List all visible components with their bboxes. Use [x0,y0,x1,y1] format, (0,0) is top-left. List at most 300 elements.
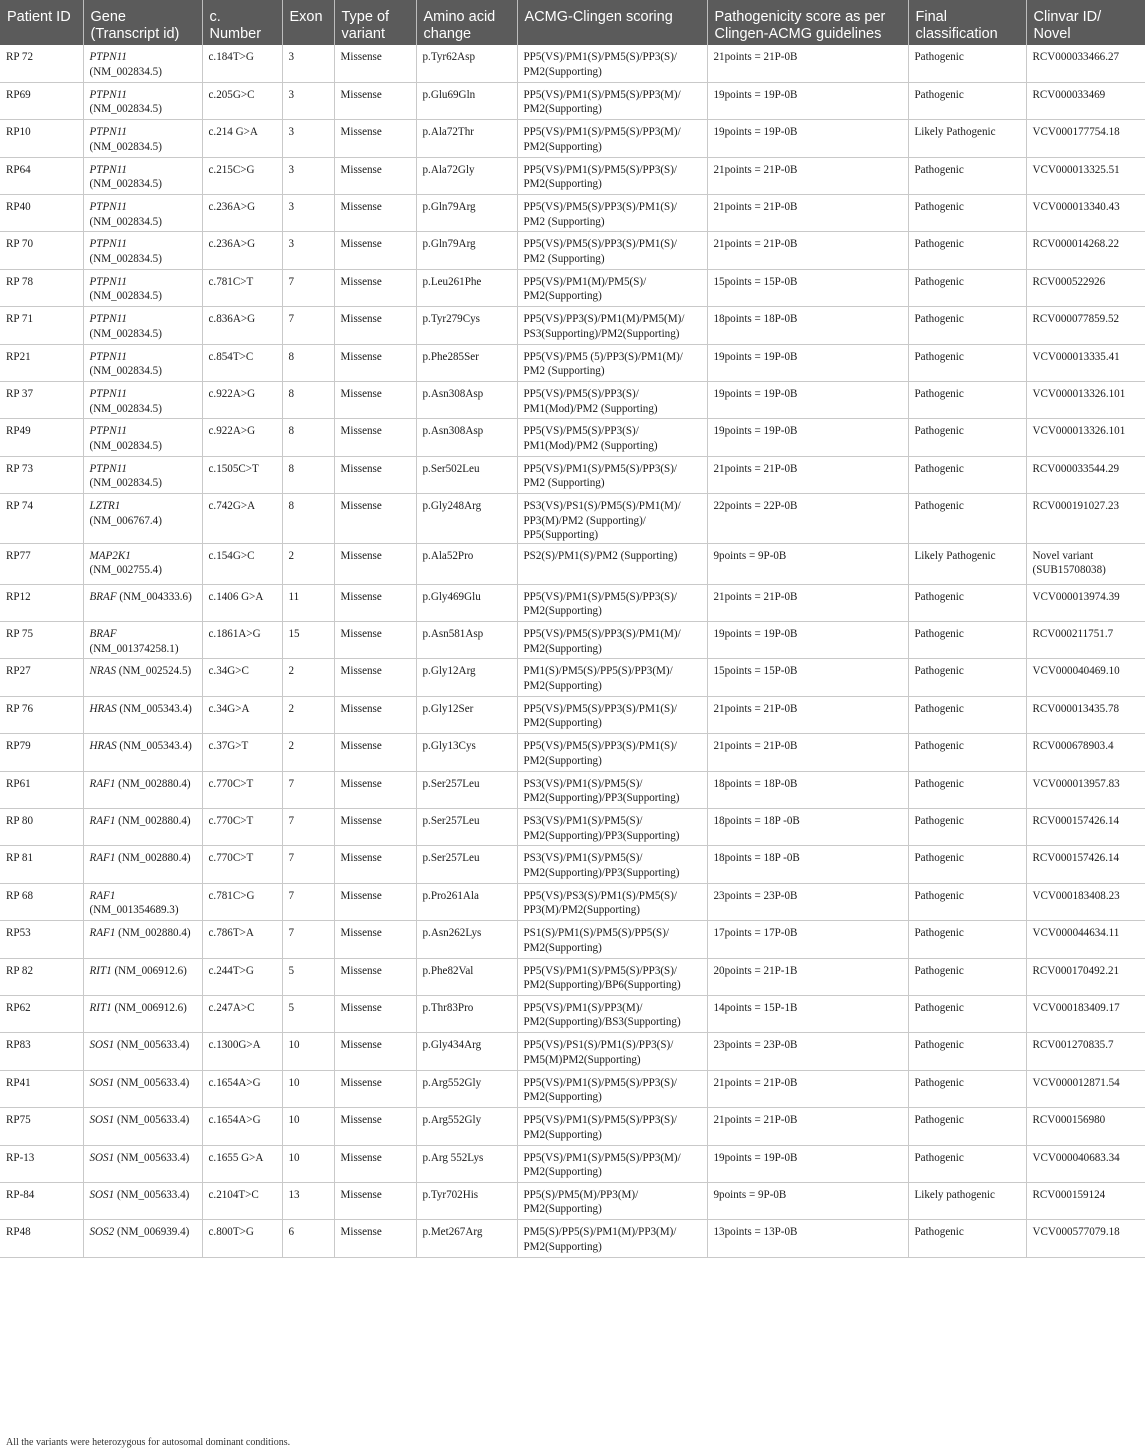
clinvar-id-cell: RCV000013435.78 [1026,696,1145,733]
clinvar-id-cell: VCV000040683.34 [1026,1145,1145,1182]
final-classification-cell: Pathogenic [908,622,1026,659]
gene-name: PTPN11 [89,201,127,214]
transcript-id: (NM_006767.4) [89,514,162,527]
pathogenicity-score-cell: 21points = 21P-0B [707,584,908,621]
amino-acid-cell: p.Ala72Gly [416,157,517,194]
transcript-id: (NM_002834.5) [89,140,162,153]
table-row [0,45,1145,82]
exon-cell: 10 [282,1108,334,1145]
exon-cell: 3 [282,82,334,119]
variant-type-cell: Missense [334,307,416,344]
patient-id-cell: RP64 [0,157,83,194]
amino-acid-cell: p.Gly434Arg [416,1033,517,1070]
transcript-id: (NM_001354689.3) [89,904,179,917]
acmg-scoring-cell: PM1(S)/PM5(S)/PP5(S)/PP3(M)/ PM2(Supporting) [517,659,707,696]
pathogenicity-score-cell: 13points = 13P-0B [707,1220,908,1257]
transcript-id: (NM_001374258.1) [89,642,179,655]
clinvar-id-cell: RCV000156980 [1026,1108,1145,1145]
pathogenicity-score-cell: 21points = 21P-0B [707,696,908,733]
amino-acid-cell: p.Ser257Leu [416,771,517,808]
gene-name: LZTR1 [89,500,121,513]
table-row [0,659,1145,696]
pathogenicity-score-cell: 17points = 17P-0B [707,921,908,958]
c-number-cell: c.770C>T [202,771,282,808]
gene-name: PTPN11 [89,275,127,288]
exon-cell: 7 [282,883,334,920]
amino-acid-cell: p.Gly469Glu [416,584,517,621]
amino-acid-cell: p.Phe285Ser [416,344,517,381]
final-classification-cell: Pathogenic [908,419,1026,456]
acmg-scoring-cell: PS3(VS)/PM1(S)/PM5(S)/ PM2(Supporting)/PP3(Supporting) [517,809,707,846]
pathogenicity-score-cell: 14points = 15P-1B [707,995,908,1032]
pathogenicity-score-cell: 19points = 19P-0B [707,419,908,456]
gene-cell [83,584,202,621]
patient-id-cell: RP 75 [0,622,83,659]
variant-type-cell: Missense [334,543,416,584]
clinvar-id-cell: RCV000191027.23 [1026,494,1145,544]
header-exon: Exon [282,0,334,45]
c-number-cell: c.742G>A [202,494,282,544]
gene-name: PTPN11 [89,350,127,363]
pathogenicity-score-cell: 18points = 18P -0B [707,809,908,846]
table-row [0,269,1145,306]
header-patient-id: Patient ID [0,0,83,45]
clinvar-id-cell: VCV000013325.51 [1026,157,1145,194]
gene-cell [83,1108,202,1145]
exon-cell: 8 [282,419,334,456]
pathogenicity-score-cell: 9points = 9P-0B [707,543,908,584]
gene-name: PTPN11 [89,238,127,251]
variant-type-cell: Missense [334,584,416,621]
gene-name: RIT1 [89,1001,112,1014]
variant-type-cell: Missense [334,1145,416,1182]
patient-id-cell: RP 73 [0,456,83,493]
clinvar-id-cell: RCV001270835.7 [1026,1033,1145,1070]
table-row [0,195,1145,232]
exon-cell: 5 [282,995,334,1032]
variant-type-cell: Missense [334,382,416,419]
variant-type-cell: Missense [334,995,416,1032]
patient-id-cell: RP53 [0,921,83,958]
transcript-id: (NM_002880.4) [118,777,191,790]
gene-name: RAF1 [89,815,116,828]
transcript-id: (NM_002880.4) [118,852,191,865]
table-row [0,809,1145,846]
patient-id-cell: RP62 [0,995,83,1032]
exon-cell: 10 [282,1070,334,1107]
acmg-scoring-cell: PP5(VS)/PM5(S)/PP3(S)/ PM1(Mod)/PM2 (Supporting) [517,382,707,419]
c-number-cell: c.1654A>G [202,1070,282,1107]
final-classification-cell: Pathogenic [908,883,1026,920]
gene-cell [83,494,202,544]
gene-cell [83,622,202,659]
exon-cell: 7 [282,809,334,846]
transcript-id: (NM_006912.6) [114,964,187,977]
c-number-cell: c.1505C>T [202,456,282,493]
gene-name: BRAF [89,590,117,603]
variant-type-cell: Missense [334,622,416,659]
exon-cell: 6 [282,1220,334,1257]
exon-cell: 2 [282,734,334,771]
c-number-cell: c.154G>C [202,543,282,584]
gene-cell [83,846,202,883]
clinvar-id-cell: VCV000044634.11 [1026,921,1145,958]
exon-cell: 13 [282,1182,334,1219]
patient-id-cell: RP27 [0,659,83,696]
final-classification-cell: Pathogenic [908,696,1026,733]
final-classification-cell: Pathogenic [908,494,1026,544]
table-row [0,622,1145,659]
amino-acid-cell: p.Asn308Asp [416,419,517,456]
gene-cell [83,958,202,995]
final-classification-cell: Pathogenic [908,157,1026,194]
final-classification-cell: Pathogenic [908,232,1026,269]
clinvar-id-cell: RCV000170492.21 [1026,958,1145,995]
patient-id-cell: RP21 [0,344,83,381]
table-row [0,157,1145,194]
gene-cell [83,195,202,232]
transcript-id: (NM_002524.5) [118,665,192,678]
exon-cell: 8 [282,494,334,544]
acmg-scoring-cell: PP5(VS)/PM5(S)/PP3(S)/PM1(S)/ PM2 (Supporting) [517,195,707,232]
final-classification-cell: Pathogenic [908,382,1026,419]
acmg-scoring-cell: PP5(VS)/PM1(S)/PM5(S)/PP3(S)/ PM2(Supporting) [517,45,707,82]
header-variant-type: Type of variant [334,0,416,45]
amino-acid-cell: p.Met267Arg [416,1220,517,1257]
table-body [0,45,1145,1257]
c-number-cell: c.922A>G [202,419,282,456]
pathogenicity-score-cell: 19points = 19P-0B [707,344,908,381]
acmg-scoring-cell: PP5(VS)/PM5(S)/PP3(S)/PM1(S)/ PM2(Supporting) [517,734,707,771]
transcript-id: (NM_002834.5) [89,178,162,191]
clinvar-id-cell: VCV000012871.54 [1026,1070,1145,1107]
exon-cell: 7 [282,921,334,958]
gene-cell [83,269,202,306]
acmg-scoring-cell: PM5(S)/PP5(S)/PM1(M)/PP3(M)/ PM2(Supporting) [517,1220,707,1257]
gene-name: PTPN11 [89,425,127,438]
pathogenicity-score-cell: 19points = 19P-0B [707,622,908,659]
exon-cell: 7 [282,269,334,306]
amino-acid-cell: p.Gln79Arg [416,232,517,269]
pathogenicity-score-cell: 20points = 21P-1B [707,958,908,995]
final-classification-cell: Pathogenic [908,734,1026,771]
variant-type-cell: Missense [334,1033,416,1070]
amino-acid-cell: p.Leu261Phe [416,269,517,306]
header-clinvar-id: Clinvar ID/ Novel [1026,0,1145,45]
variant-type-cell: Missense [334,120,416,157]
pathogenicity-score-cell: 23points = 23P-0B [707,883,908,920]
gene-cell [83,1070,202,1107]
variant-type-cell: Missense [334,809,416,846]
variant-type-cell: Missense [334,1182,416,1219]
exon-cell: 5 [282,958,334,995]
transcript-id: (NM_006939.4) [116,1226,190,1239]
gene-cell [83,344,202,381]
gene-cell [83,659,202,696]
patient-id-cell: RP 80 [0,809,83,846]
table-row [0,883,1145,920]
gene-name: RIT1 [89,964,112,977]
amino-acid-cell: p.Pro261Ala [416,883,517,920]
c-number-cell: c.205G>C [202,82,282,119]
gene-cell [83,809,202,846]
clinvar-id-cell: VCV000577079.18 [1026,1220,1145,1257]
gene-name: PTPN11 [89,388,127,401]
clinvar-id-cell: VCV000183408.23 [1026,883,1145,920]
table-row [0,1070,1145,1107]
exon-cell: 8 [282,382,334,419]
gene-name: MAP2K1 [89,549,131,562]
transcript-id: (NM_002834.5) [89,365,162,378]
patient-id-cell: RP 68 [0,883,83,920]
exon-cell: 8 [282,456,334,493]
acmg-scoring-cell: PP5(VS)/PM5(S)/PP3(S)/PM1(S)/ PM2(Supporting) [517,696,707,733]
patient-id-cell: RP69 [0,82,83,119]
acmg-scoring-cell: PP5(VS)/PM1(S)/PM5(S)/PP3(M)/ PM2(Supporting) [517,82,707,119]
exon-cell: 7 [282,307,334,344]
final-classification-cell: Pathogenic [908,1220,1026,1257]
exon-cell: 2 [282,659,334,696]
gene-name: RAF1 [89,777,116,790]
patient-id-cell: RP12 [0,584,83,621]
transcript-id: (NM_002880.4) [118,927,191,940]
patient-id-cell: RP40 [0,195,83,232]
amino-acid-cell: p.Ser502Leu [416,456,517,493]
table-row [0,120,1145,157]
variant-type-cell: Missense [334,232,416,269]
acmg-scoring-cell: PS2(S)/PM1(S)/PM2 (Supporting) [517,543,707,584]
variant-type-cell: Missense [334,883,416,920]
gene-cell [83,543,202,584]
patient-id-cell: RP-84 [0,1182,83,1219]
amino-acid-cell: p.Glu69Gln [416,82,517,119]
c-number-cell: c.854T>C [202,344,282,381]
final-classification-cell: Pathogenic [908,921,1026,958]
gene-name: SOS1 [89,1114,115,1127]
exon-cell: 3 [282,232,334,269]
final-classification-cell: Pathogenic [908,82,1026,119]
pathogenicity-score-cell: 15points = 15P-0B [707,659,908,696]
table-row [0,734,1145,771]
gene-cell [83,456,202,493]
acmg-scoring-cell: PP5(VS)/PP3(S)/PM1(M)/PM5(M)/ PS3(Supporting)/PM2(Supporting) [517,307,707,344]
gene-name: RAF1 [89,852,116,865]
pathogenicity-score-cell: 21points = 21P-0B [707,232,908,269]
acmg-scoring-cell: PP5(VS)/PM1(S)/PM5(S)/PP3(S)/ PM2(Supporting) [517,1108,707,1145]
table-row [0,958,1145,995]
gene-cell [83,883,202,920]
acmg-scoring-cell: PP5(VS)/PM5(S)/PP3(S)/PM1(S)/ PM2 (Supporting) [517,232,707,269]
header-amino-acid-change: Amino acid change [416,0,517,45]
patient-id-cell: RP 81 [0,846,83,883]
gene-name: PTPN11 [89,88,127,101]
transcript-id: (NM_002834.5) [89,402,162,415]
table-row [0,1108,1145,1145]
table-row [0,995,1145,1032]
amino-acid-cell: p.Phe82Val [416,958,517,995]
c-number-cell: c.214 G>A [202,120,282,157]
header-gene: Gene (Transcript id) [83,0,202,45]
amino-acid-cell: p.Gln79Arg [416,195,517,232]
acmg-scoring-cell: PP5(VS)/PS1(S)/PM1(S)/PP3(S)/ PM5(M)PM2(Supporting) [517,1033,707,1070]
exon-cell: 10 [282,1033,334,1070]
variant-type-cell: Missense [334,494,416,544]
final-classification-cell: Likely Pathogenic [908,120,1026,157]
gene-name: PTPN11 [89,462,127,475]
gene-name: SOS2 [89,1226,115,1239]
amino-acid-cell: p.Tyr702His [416,1182,517,1219]
gene-name: SOS1 [89,1039,115,1052]
table-row [0,921,1145,958]
variant-type-cell: Missense [334,195,416,232]
acmg-scoring-cell: PP5(VS)/PM5(S)/PP3(S)/ PM1(Mod)/PM2 (Supporting) [517,419,707,456]
clinvar-id-cell: Novel variant (SUB15708038) [1026,543,1145,584]
table-row [0,1220,1145,1257]
acmg-scoring-cell: PP5(S)/PM5(M)/PP3(M)/ PM2(Supporting) [517,1182,707,1219]
table-row [0,382,1145,419]
acmg-scoring-cell: PP5(VS)/PM1(S)/PM5(S)/PP3(S)/ PM2(Supporting)/BP6(Supporting) [517,958,707,995]
table-header-row [0,0,1145,45]
pathogenicity-score-cell: 21points = 21P-0B [707,45,908,82]
exon-cell: 3 [282,120,334,157]
acmg-scoring-cell: PS3(VS)/PS1(S)/PM5(S)/PM1(M)/ PP3(M)/PM2 (Supporting)/ PP5(Supporting) [517,494,707,544]
variant-type-cell: Missense [334,456,416,493]
gene-cell [83,45,202,82]
patient-id-cell: RP 74 [0,494,83,544]
table-row [0,1182,1145,1219]
table-row [0,419,1145,456]
pathogenicity-score-cell: 19points = 19P-0B [707,120,908,157]
transcript-id: (NM_002755.4) [89,564,162,577]
final-classification-cell: Likely Pathogenic [908,543,1026,584]
final-classification-cell: Pathogenic [908,45,1026,82]
acmg-scoring-cell: PP5(VS)/PS3(S)/PM1(S)/PM5(S)/ PP3(M)/PM2(Supporting) [517,883,707,920]
pathogenicity-score-cell: 21points = 21P-0B [707,1108,908,1145]
pathogenicity-score-cell: 19points = 19P-0B [707,82,908,119]
variant-type-cell: Missense [334,696,416,733]
variant-type-cell: Missense [334,659,416,696]
clinvar-id-cell: RCV000159124 [1026,1182,1145,1219]
table-footnote: All the variants were heterozygous for autosomal dominant conditions. [6,1437,291,1448]
patient-id-cell: RP49 [0,419,83,456]
final-classification-cell: Pathogenic [908,195,1026,232]
variant-type-cell: Missense [334,846,416,883]
pathogenicity-score-cell: 15points = 15P-0B [707,269,908,306]
amino-acid-cell: p.Arg 552Lys [416,1145,517,1182]
c-number-cell: c.247A>C [202,995,282,1032]
transcript-id: (NM_005343.4) [119,702,192,715]
gene-name: HRAS [89,740,117,753]
gene-cell [83,157,202,194]
patient-id-cell: RP10 [0,120,83,157]
exon-cell: 7 [282,771,334,808]
transcript-id: (NM_005633.4) [116,1114,190,1127]
acmg-scoring-cell: PP5(VS)/PM1(S)/PM5(S)/PP3(S)/ PM2(Supporting) [517,157,707,194]
pathogenicity-score-cell: 19points = 19P-0B [707,1145,908,1182]
clinvar-id-cell: RCV000678903.4 [1026,734,1145,771]
c-number-cell: c.184T>G [202,45,282,82]
variant-type-cell: Missense [334,269,416,306]
amino-acid-cell: p.Gly12Ser [416,696,517,733]
gene-name: PTPN11 [89,126,127,139]
variant-type-cell: Missense [334,1220,416,1257]
final-classification-cell: Pathogenic [908,958,1026,995]
gene-cell [83,307,202,344]
amino-acid-cell: p.Ser257Leu [416,809,517,846]
patient-id-cell: RP83 [0,1033,83,1070]
clinvar-id-cell: RCV000033544.29 [1026,456,1145,493]
gene-cell [83,696,202,733]
c-number-cell: c.786T>A [202,921,282,958]
acmg-scoring-cell: PS1(S)/PM1(S)/PM5(S)/PP5(S)/ PM2(Supporting) [517,921,707,958]
pathogenicity-score-cell: 9points = 9P-0B [707,1182,908,1219]
patient-id-cell: RP 70 [0,232,83,269]
final-classification-cell: Pathogenic [908,307,1026,344]
table-row [0,82,1145,119]
clinvar-id-cell: VCV000183409.17 [1026,995,1145,1032]
transcript-id: (NM_002834.5) [89,290,162,303]
table-row [0,771,1145,808]
transcript-id: (NM_002834.5) [89,327,162,340]
amino-acid-cell: p.Thr83Pro [416,995,517,1032]
acmg-scoring-cell: PP5(VS)/PM1(M)/PM5(S)/ PM2(Supporting) [517,269,707,306]
final-classification-cell: Pathogenic [908,344,1026,381]
exon-cell: 8 [282,344,334,381]
transcript-id: (NM_002834.5) [89,215,162,228]
pathogenicity-score-cell: 21points = 21P-0B [707,195,908,232]
table-row [0,584,1145,621]
pathogenicity-score-cell: 21points = 21P-0B [707,734,908,771]
clinvar-id-cell: RCV000157426.14 [1026,809,1145,846]
acmg-scoring-cell: PP5(VS)/PM1(S)/PM5(S)/PP3(S)/ PM2(Supporting) [517,1070,707,1107]
pathogenicity-score-cell: 23points = 23P-0B [707,1033,908,1070]
final-classification-cell: Pathogenic [908,809,1026,846]
gene-name: RAF1 [89,889,116,902]
gene-cell [83,1033,202,1070]
clinvar-id-cell: VCV000013957.83 [1026,771,1145,808]
amino-acid-cell: p.Gly12Arg [416,659,517,696]
exon-cell: 15 [282,622,334,659]
patient-id-cell: RP79 [0,734,83,771]
patient-id-cell: RP 71 [0,307,83,344]
amino-acid-cell: p.Asn581Asp [416,622,517,659]
table-row [0,494,1145,544]
table-row [0,846,1145,883]
c-number-cell: c.836A>G [202,307,282,344]
table-row [0,1145,1145,1182]
transcript-id: (NM_006912.6) [114,1001,187,1014]
clinvar-id-cell: VCV000013335.41 [1026,344,1145,381]
clinvar-id-cell: RCV000211751.7 [1026,622,1145,659]
pathogenicity-score-cell: 18points = 18P -0B [707,846,908,883]
c-number-cell: c.781C>G [202,883,282,920]
amino-acid-cell: p.Arg552Gly [416,1108,517,1145]
variant-type-cell: Missense [334,921,416,958]
c-number-cell: c.1300G>A [202,1033,282,1070]
clinvar-id-cell: VCV000013974.39 [1026,584,1145,621]
acmg-scoring-cell: PP5(VS)/PM5(S)/PP3(S)/PM1(M)/ PM2(Supporting) [517,622,707,659]
acmg-scoring-cell: PP5(VS)/PM1(S)/PM5(S)/PP3(S)/ PM2(Supporting) [517,584,707,621]
transcript-id: (NM_002834.5) [89,439,162,452]
patient-id-cell: RP41 [0,1070,83,1107]
c-number-cell: c.236A>G [202,195,282,232]
variant-type-cell: Missense [334,771,416,808]
clinvar-id-cell: VCV000177754.18 [1026,120,1145,157]
gene-cell [83,232,202,269]
header-final-classification: Final classification [908,0,1026,45]
acmg-scoring-cell: PP5(VS)/PM1(S)/PP3(M)/ PM2(Supporting)/BS3(Supporting) [517,995,707,1032]
gene-name: RAF1 [89,927,116,940]
